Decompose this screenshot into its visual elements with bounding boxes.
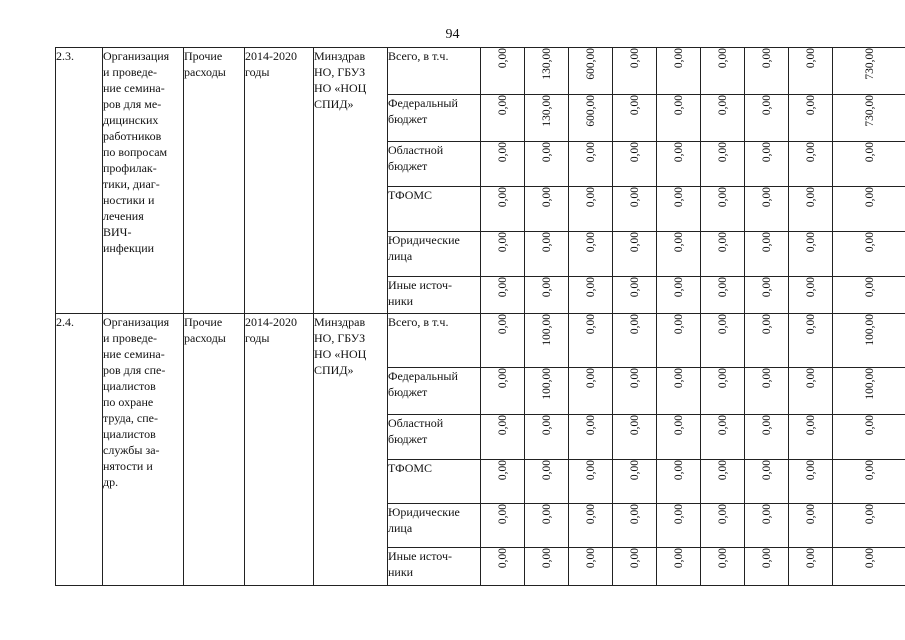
amount-cell (833, 504, 905, 548)
funding-source: Юридические лица (388, 232, 481, 277)
amount-value: 0,00 (584, 415, 597, 436)
amount-cell (745, 48, 789, 95)
implementation-years: 2014-2020 годы (245, 314, 314, 586)
amount-value: 0,00 (716, 187, 729, 208)
implementation-years: 2014-2020 годы (245, 48, 314, 314)
amount-cell (789, 142, 833, 187)
amount-cell (833, 142, 905, 187)
amount-cell (613, 142, 657, 187)
amount-value: 0,00 (672, 548, 685, 569)
amount-cell (525, 48, 569, 95)
amount-cell (789, 277, 833, 314)
amount-value: 0,00 (804, 548, 817, 569)
amount-cell (613, 548, 657, 586)
amount-cell (789, 368, 833, 415)
amount-value: 0,00 (716, 460, 729, 481)
amount-cell (569, 415, 613, 460)
amount-value: 0,00 (496, 95, 509, 116)
amount-cell (745, 277, 789, 314)
amount-cell (745, 187, 789, 232)
funding-source: Всего, в т.ч. (388, 48, 481, 95)
expense-category: Прочие расходы (184, 314, 245, 586)
amount-value: 0,00 (864, 415, 876, 436)
amount-cell (701, 415, 745, 460)
amount-value: 0,00 (496, 142, 509, 163)
amount-cell (525, 95, 569, 142)
amount-cell (833, 187, 905, 232)
amount-value: 0,00 (628, 460, 641, 481)
amount-value: 0,00 (804, 232, 817, 253)
item-number: 2.4. (56, 314, 103, 586)
amount-value: 0,00 (864, 548, 876, 569)
funding-source: Юридические лица (388, 504, 481, 548)
amount-value: 0,00 (804, 460, 817, 481)
amount-cell (613, 187, 657, 232)
amount-value: 130,00 (540, 48, 553, 80)
amount-cell (745, 548, 789, 586)
amount-value: 0,00 (672, 415, 685, 436)
amount-cell (481, 415, 525, 460)
amount-cell (789, 460, 833, 504)
amount-value: 0,00 (760, 504, 773, 525)
amount-value: 0,00 (628, 415, 641, 436)
amount-cell (525, 368, 569, 415)
amount-cell (481, 48, 525, 95)
amount-value: 0,00 (672, 368, 685, 389)
amount-cell (745, 142, 789, 187)
amount-cell (525, 504, 569, 548)
amount-value: 0,00 (672, 142, 685, 163)
amount-value: 0,00 (584, 368, 597, 389)
amount-cell (833, 95, 905, 142)
amount-value: 0,00 (672, 504, 685, 525)
page-number: 94 (445, 27, 460, 42)
executors: Минздрав НО, ГБУЗ НО «НОЦ СПИД» (314, 314, 388, 586)
amount-value: 0,00 (540, 277, 553, 298)
amount-cell (525, 232, 569, 277)
amount-cell (525, 187, 569, 232)
item-name: Организация и проведе- ние семина- ров для ме- дицинских работников по вопросам профилак- тики, диаг- ностики и лечения ВИЧ- инфекции (103, 48, 184, 314)
amount-value: 0,00 (760, 48, 773, 69)
amount-cell (657, 187, 701, 232)
amount-value: 0,00 (804, 504, 817, 525)
amount-cell (569, 504, 613, 548)
amount-value: 0,00 (760, 95, 773, 116)
amount-cell (569, 548, 613, 586)
amount-value: 0,00 (496, 48, 509, 69)
amount-cell (569, 232, 613, 277)
amount-cell (613, 504, 657, 548)
amount-cell (789, 232, 833, 277)
amount-value: 0,00 (496, 368, 509, 389)
amount-cell (481, 460, 525, 504)
amount-value: 0,00 (628, 142, 641, 163)
amount-value: 0,00 (540, 187, 553, 208)
amount-cell (657, 504, 701, 548)
amount-value: 0,00 (628, 232, 641, 253)
amount-value: 0,00 (540, 415, 553, 436)
amount-value: 0,00 (496, 415, 509, 436)
amount-cell (481, 368, 525, 415)
amount-value: 0,00 (628, 95, 641, 116)
amount-cell (833, 277, 905, 314)
amount-cell (525, 548, 569, 586)
amount-cell (701, 368, 745, 415)
amount-cell (701, 277, 745, 314)
amount-cell (569, 314, 613, 368)
amount-cell (569, 187, 613, 232)
item-name: Организация и проведе- ние семина- ров для спе- циалистов по охране труда, спе- циалистов службы за- нятости и др. (103, 314, 184, 586)
amount-value: 0,00 (804, 415, 817, 436)
amount-cell (525, 142, 569, 187)
amount-cell (701, 460, 745, 504)
amount-value: 0,00 (864, 277, 876, 298)
amount-value: 0,00 (540, 548, 553, 569)
amount-cell (613, 368, 657, 415)
amount-value: 0,00 (864, 187, 876, 208)
amount-cell (789, 48, 833, 95)
amount-value: 0,00 (496, 314, 509, 335)
amount-cell (789, 415, 833, 460)
amount-value: 730,00 (864, 95, 876, 127)
amount-cell (701, 187, 745, 232)
amount-value: 730,00 (864, 48, 876, 80)
amount-value: 600,00 (584, 48, 597, 80)
amount-cell (701, 314, 745, 368)
amount-cell (833, 314, 905, 368)
amount-value: 100,00 (864, 314, 876, 346)
amount-value: 0,00 (716, 548, 729, 569)
amount-value: 0,00 (804, 142, 817, 163)
amount-cell (613, 95, 657, 142)
amount-cell (613, 314, 657, 368)
amount-value: 0,00 (864, 232, 876, 253)
amount-cell (657, 548, 701, 586)
amount-value: 0,00 (716, 415, 729, 436)
amount-cell (745, 232, 789, 277)
amount-value: 0,00 (760, 187, 773, 208)
amount-cell (745, 95, 789, 142)
amount-value: 0,00 (716, 314, 729, 335)
amount-cell (657, 277, 701, 314)
amount-value: 0,00 (672, 95, 685, 116)
amount-value: 0,00 (672, 48, 685, 69)
amount-value: 0,00 (628, 314, 641, 335)
amount-value: 0,00 (584, 548, 597, 569)
amount-cell (613, 460, 657, 504)
amount-value: 0,00 (716, 95, 729, 116)
amount-value: 0,00 (672, 187, 685, 208)
amount-cell (525, 314, 569, 368)
amount-value: 0,00 (584, 504, 597, 525)
amount-cell (701, 548, 745, 586)
amount-value: 100,00 (540, 368, 553, 400)
expense-category: Прочие расходы (184, 48, 245, 314)
amount-cell (701, 95, 745, 142)
amount-cell (481, 548, 525, 586)
amount-cell (833, 368, 905, 415)
amount-cell (701, 48, 745, 95)
amount-value: 0,00 (628, 504, 641, 525)
amount-cell (833, 548, 905, 586)
amount-value: 0,00 (716, 504, 729, 525)
amount-value: 0,00 (760, 142, 773, 163)
amount-value: 0,00 (584, 142, 597, 163)
amount-value: 0,00 (628, 368, 641, 389)
amount-cell (481, 232, 525, 277)
amount-cell (481, 504, 525, 548)
amount-value: 0,00 (496, 277, 509, 298)
amount-cell (569, 142, 613, 187)
amount-value: 0,00 (672, 277, 685, 298)
amount-cell (745, 368, 789, 415)
funding-source: Федеральный бюджет (388, 368, 481, 415)
item-number: 2.3. (56, 48, 103, 314)
amount-cell (613, 48, 657, 95)
amount-cell (613, 415, 657, 460)
amount-cell (657, 314, 701, 368)
amount-cell (745, 415, 789, 460)
amount-cell (569, 460, 613, 504)
amount-cell (833, 48, 905, 95)
amount-value: 0,00 (628, 48, 641, 69)
amount-cell (525, 277, 569, 314)
amount-value: 0,00 (760, 277, 773, 298)
amount-value: 0,00 (760, 368, 773, 389)
amount-cell (613, 232, 657, 277)
funding-source: Областной бюджет (388, 415, 481, 460)
amount-value: 0,00 (716, 277, 729, 298)
amount-cell (789, 548, 833, 586)
amount-cell (481, 314, 525, 368)
amount-cell (481, 187, 525, 232)
amount-value: 0,00 (672, 460, 685, 481)
amount-value: 0,00 (716, 142, 729, 163)
amount-cell (789, 95, 833, 142)
amount-value: 0,00 (864, 142, 876, 163)
amount-value: 0,00 (672, 232, 685, 253)
amount-value: 0,00 (804, 187, 817, 208)
amount-value: 0,00 (496, 232, 509, 253)
funding-source: ТФОМС (388, 187, 481, 232)
amount-value: 0,00 (760, 548, 773, 569)
amount-cell (569, 48, 613, 95)
amount-value: 0,00 (716, 232, 729, 253)
amount-cell (569, 95, 613, 142)
amount-value: 0,00 (540, 142, 553, 163)
amount-cell (833, 415, 905, 460)
amount-value: 0,00 (540, 232, 553, 253)
amount-cell (569, 277, 613, 314)
amount-value: 0,00 (584, 277, 597, 298)
executors: Минздрав НО, ГБУЗ НО «НОЦ СПИД» (314, 48, 388, 314)
amount-value: 0,00 (628, 187, 641, 208)
budget-table (55, 47, 905, 586)
table-row (56, 314, 905, 368)
amount-cell (569, 368, 613, 415)
amount-value: 0,00 (496, 187, 509, 208)
table-row (56, 48, 905, 95)
amount-value: 0,00 (672, 314, 685, 335)
amount-value: 0,00 (804, 277, 817, 298)
table-body (56, 48, 905, 586)
amount-value: 0,00 (584, 187, 597, 208)
amount-value: 0,00 (584, 460, 597, 481)
amount-value: 0,00 (760, 232, 773, 253)
amount-cell (481, 142, 525, 187)
amount-value: 0,00 (804, 95, 817, 116)
amount-value: 0,00 (864, 460, 876, 481)
amount-value: 0,00 (584, 314, 597, 335)
amount-value: 0,00 (628, 548, 641, 569)
amount-cell (789, 504, 833, 548)
amount-value: 0,00 (584, 232, 597, 253)
amount-value: 0,00 (760, 415, 773, 436)
amount-cell (525, 415, 569, 460)
amount-cell (481, 95, 525, 142)
amount-cell (657, 415, 701, 460)
amount-cell (657, 48, 701, 95)
amount-cell (789, 187, 833, 232)
amount-cell (657, 232, 701, 277)
amount-cell (657, 95, 701, 142)
amount-cell (745, 314, 789, 368)
amount-value: 0,00 (804, 368, 817, 389)
funding-source: Иные источ- ники (388, 548, 481, 586)
amount-value: 600,00 (584, 95, 597, 127)
amount-cell (701, 504, 745, 548)
funding-source: Областной бюджет (388, 142, 481, 187)
amount-cell (481, 277, 525, 314)
amount-cell (833, 232, 905, 277)
amount-cell (613, 277, 657, 314)
amount-value: 0,00 (628, 277, 641, 298)
amount-value: 0,00 (760, 314, 773, 335)
amount-cell (657, 368, 701, 415)
amount-value: 0,00 (864, 504, 876, 525)
amount-value: 100,00 (864, 368, 876, 400)
amount-value: 0,00 (496, 548, 509, 569)
amount-cell (701, 142, 745, 187)
amount-cell (525, 460, 569, 504)
amount-value: 0,00 (540, 504, 553, 525)
amount-cell (833, 460, 905, 504)
funding-source: ТФОМС (388, 460, 481, 504)
amount-cell (789, 314, 833, 368)
funding-source: Иные источ- ники (388, 277, 481, 314)
amount-value: 0,00 (804, 314, 817, 335)
amount-value: 0,00 (716, 48, 729, 69)
amount-value: 100,00 (540, 314, 553, 346)
funding-source: Всего, в т.ч. (388, 314, 481, 368)
amount-value: 0,00 (804, 48, 817, 69)
amount-value: 0,00 (716, 368, 729, 389)
amount-value: 0,00 (496, 504, 509, 525)
amount-value: 0,00 (540, 460, 553, 481)
amount-cell (745, 504, 789, 548)
amount-cell (701, 232, 745, 277)
amount-value: 130,00 (540, 95, 553, 127)
amount-cell (657, 460, 701, 504)
amount-value: 0,00 (760, 460, 773, 481)
amount-cell (657, 142, 701, 187)
amount-value: 0,00 (496, 460, 509, 481)
amount-cell (745, 460, 789, 504)
funding-source: Федеральный бюджет (388, 95, 481, 142)
